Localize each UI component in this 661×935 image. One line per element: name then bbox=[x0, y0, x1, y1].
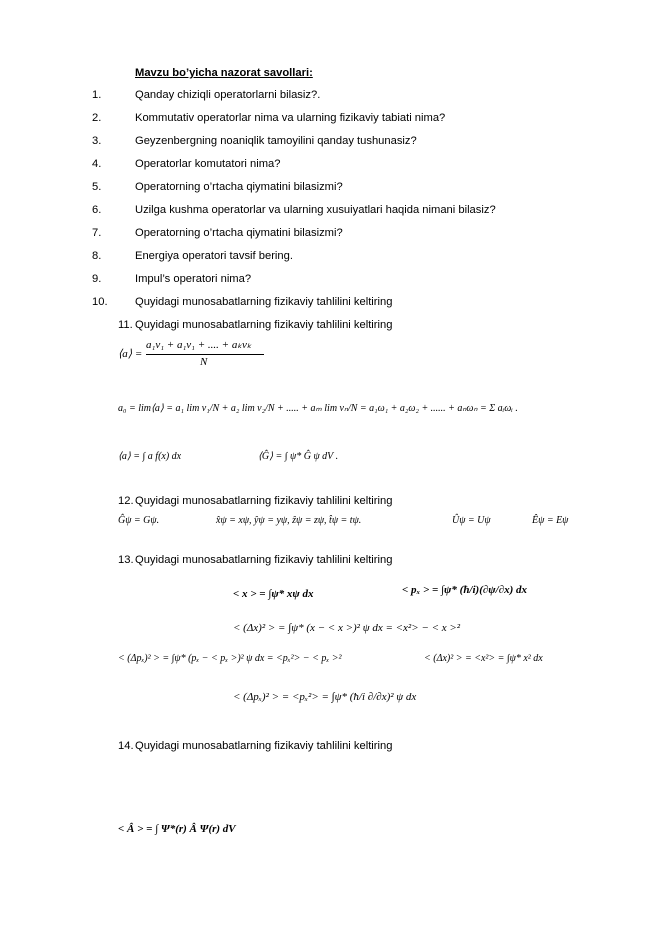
question-number: 4. bbox=[92, 158, 102, 170]
question-text: Geyzenbergning noaniqlik tamoyilini qanday tushunasiz? bbox=[135, 135, 417, 147]
formula-eigen-E: Êψ = Eψ bbox=[532, 515, 569, 526]
question-text: Quyidagi munosabatlarning fizikaviy tahlilini keltiring bbox=[135, 296, 393, 308]
formula-eigen-G: Ĝψ = Gψ. bbox=[118, 515, 160, 526]
question-text: Operatorning o’rtacha qiymatini bilasizmi? bbox=[135, 227, 343, 239]
question-number: 14. bbox=[118, 740, 134, 752]
formula-mean-px: < pₓ > = ∫ψ* (ħ/i)(∂ψ/∂x) dx bbox=[402, 584, 528, 596]
question-number: 7. bbox=[92, 227, 102, 239]
question-text: Operatorning o’rtacha qiymatini bilasizmi? bbox=[135, 181, 343, 193]
question-number: 2. bbox=[92, 112, 102, 124]
section-heading: Mavzu bo’yicha nazorat savollari: bbox=[135, 67, 313, 79]
question-number: 13. bbox=[118, 554, 134, 566]
formula-mean-denominator: N bbox=[200, 356, 208, 368]
formula-expectation-A: < Â > = ∫ Ψ*(r) Â Ψ(r) dV bbox=[118, 823, 236, 835]
formula-integral-a: ⟨a⟩ = ∫ a f(x) dx bbox=[118, 451, 182, 462]
formula-variance-x: < (Δx)² > = ∫ψ* (x − < x >)² ψ dx = <x²> − < x >² bbox=[233, 622, 461, 634]
question-text: Operatorlar komutatori nima? bbox=[135, 158, 281, 170]
question-number: 10. bbox=[92, 296, 108, 308]
question-text: Quyidagi munosabatlarning fizikaviy tahlilini keltiring bbox=[135, 495, 393, 507]
question-text: Quyidagi munosabatlarning fizikaviy tahlilini keltiring bbox=[135, 554, 393, 566]
question-number: 11. bbox=[118, 319, 133, 331]
formula-mean-lhs: ⟨a⟩ = bbox=[118, 348, 143, 360]
question-text: Impul’s operatori nima? bbox=[135, 273, 252, 285]
formula-variance-px2: < (Δpₓ)² > = <pₓ²> = ∫ψ* (ħ/i ∂/∂x)² ψ dx bbox=[233, 691, 417, 703]
question-text: Qanday chiziqli operatorlarni bilasiz?. bbox=[135, 89, 321, 101]
question-text: Quyidagi munosabatlarning fizikaviy tahlilini keltiring bbox=[135, 319, 393, 331]
question-text: Kommutativ operatorlar nima va ularning fizikaviy tabiati nima? bbox=[135, 112, 446, 124]
formula-eigen-coords: x̂ψ = xψ, ŷψ = yψ, ẑψ = zψ, t̂ψ = tψ. bbox=[216, 515, 362, 526]
question-number: 1. bbox=[92, 89, 102, 101]
question-text: Energiya operatori tavsif bering. bbox=[135, 250, 293, 262]
question-number: 3. bbox=[92, 135, 102, 147]
question-number: 12. bbox=[118, 495, 134, 507]
question-text: Quyidagi munosabatlarning fizikaviy tahlilini keltiring bbox=[135, 740, 393, 752]
formula-integral-G: ⟨Ĝ⟩ = ∫ ψ* Ĝ ψ dV . bbox=[258, 451, 339, 462]
formula-limit: a₀ = lim⟨a⟩ = a₁ lim ν₁/N + a₂ lim ν₂/N + ..... + aₘ lim νₙ/N = a₁ω₁ + a₂ω₂ + ...... + aₙωₙ = Σ aᵢωᵢ . bbox=[118, 403, 518, 414]
question-number: 8. bbox=[92, 250, 102, 262]
question-text: Uzilga kushma operatorlar va ularning xusuiyatlari haqida nimani bilasiz? bbox=[135, 204, 496, 216]
question-number: 6. bbox=[92, 204, 102, 216]
formula-variance-x2: < (Δx)² > = <x²> = ∫ψ* x² dx bbox=[424, 653, 543, 664]
formula-mean-x: < x > = ∫ψ* xψ dx bbox=[233, 588, 314, 600]
question-number: 5. bbox=[92, 181, 102, 193]
formula-variance-px: < (Δpₓ)² > = ∫ψ* (pₓ − < pₓ >)² ψ dx = <pₓ²> − < pₓ >² bbox=[118, 653, 342, 664]
fraction-bar bbox=[146, 354, 264, 355]
formula-mean-numerator: a₁ν₁ + a₁ν₁ + .... + aₖνₖ bbox=[146, 339, 252, 351]
formula-eigen-U: Ûψ = Uψ bbox=[452, 515, 491, 526]
question-number: 9. bbox=[92, 273, 102, 285]
